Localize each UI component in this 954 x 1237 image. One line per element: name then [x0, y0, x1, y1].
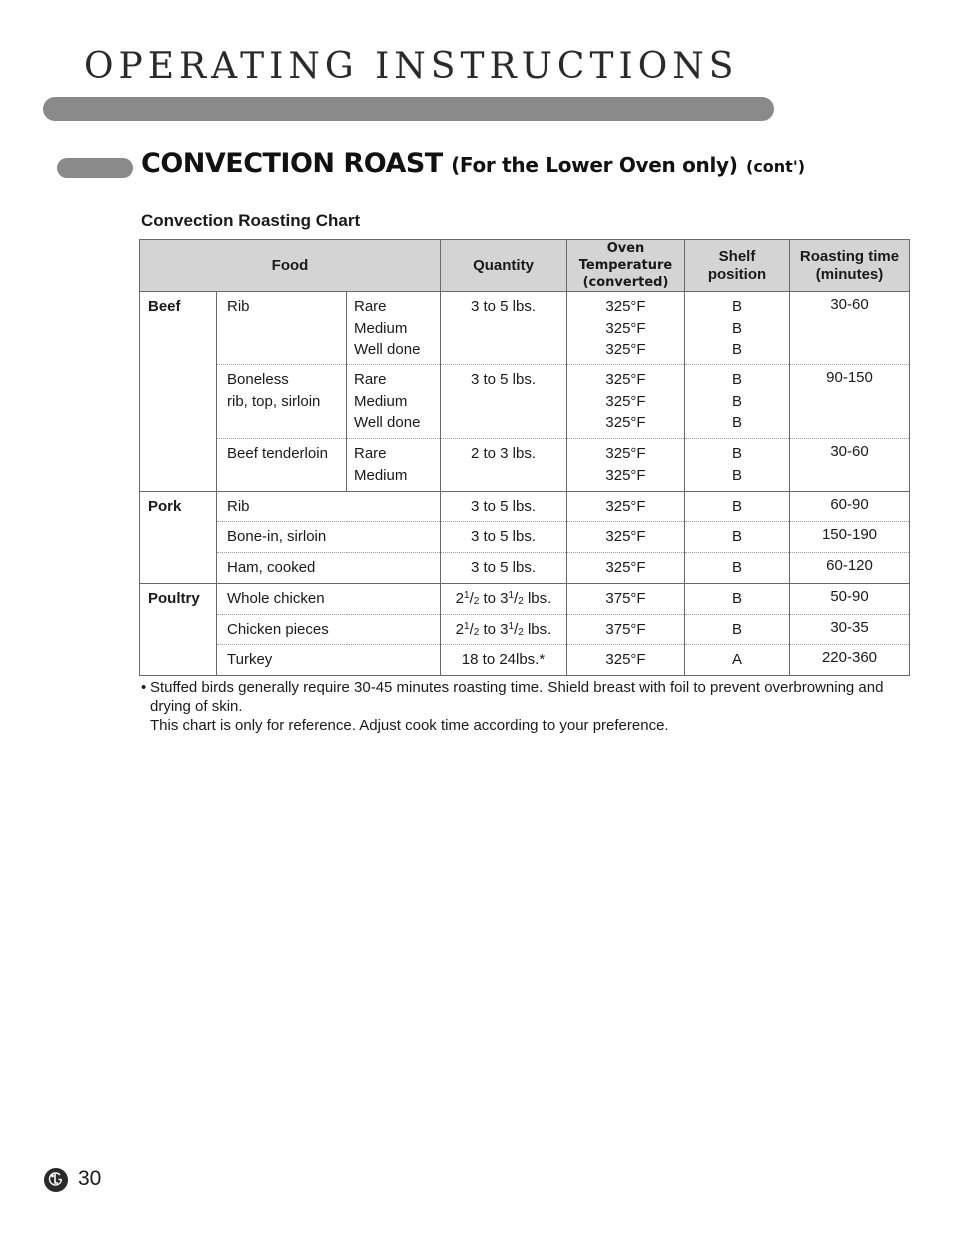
section-title-cont: (cont') — [746, 157, 806, 176]
doneness-cell: Rare Medium — [347, 439, 441, 492]
note-reference: This chart is only for reference. Adjust cook time according to your preference. — [150, 717, 669, 734]
table-row — [140, 292, 910, 365]
quantity-cell: 3 to 5 lbs. — [441, 365, 567, 439]
temperature-cell: 325°F 325°F 325°F — [567, 365, 685, 439]
table-header-row — [140, 240, 910, 292]
roasting-time-cell: 60-120 — [790, 553, 910, 584]
chart-title: Convection Roasting Chart — [141, 211, 361, 230]
table-row — [140, 615, 910, 645]
header-roasting-time: Roasting time (minutes) — [790, 240, 910, 292]
roasting-time-cell: 50-90 — [790, 584, 910, 615]
header-quantity: Quantity — [441, 240, 567, 292]
temperature-cell: 375°F — [567, 584, 685, 615]
table-row — [140, 553, 910, 584]
quantity-cell: 2 to 3 lbs. — [441, 439, 567, 492]
section-title-main: CONVECTION ROAST — [141, 148, 443, 179]
shelf-cell: B — [685, 553, 790, 584]
food-name: Boneless rib, top, sirloin — [217, 365, 347, 439]
food-name: Turkey — [217, 645, 441, 676]
food-name: Ham, cooked — [217, 553, 441, 584]
shelf-cell: B B B — [685, 292, 790, 365]
temperature-cell: 325°F — [567, 553, 685, 584]
temperature-cell: 325°F 325°F — [567, 439, 685, 492]
quantity-cell: $2^1/_2$ to $3^1/_2$ lbs. — [441, 615, 567, 645]
shelf-cell: B B B — [685, 365, 790, 439]
shelf-cell: B — [685, 584, 790, 615]
shelf-cell: A — [685, 645, 790, 676]
header-food: Food — [140, 240, 441, 292]
category-poultry: Poultry — [140, 584, 217, 676]
table-row — [140, 522, 910, 553]
section-title-sub: (For the Lower Oven only) — [451, 153, 738, 177]
shelf-cell: B — [685, 492, 790, 522]
category-pork: Pork — [140, 492, 217, 584]
roasting-time-cell: 30-35 — [790, 615, 910, 645]
header-oven-temperature: Oven Temperature (converted) — [567, 240, 685, 292]
food-name: Chicken pieces — [217, 615, 441, 645]
section-marker-pill — [57, 158, 133, 178]
quantity-cell: 3 to 5 lbs. — [441, 492, 567, 522]
roasting-time-cell: 30-60 — [790, 439, 910, 492]
table-row — [140, 439, 910, 492]
food-name: Bone-in, sirloin — [217, 522, 441, 553]
shelf-cell: B B — [685, 439, 790, 492]
roasting-time-cell: 90-150 — [790, 365, 910, 439]
food-name: Rib — [217, 492, 441, 522]
quantity-cell: 3 to 5 lbs. — [441, 522, 567, 553]
roasting-time-cell: 30-60 — [790, 292, 910, 365]
roasting-time-cell: 60-90 — [790, 492, 910, 522]
bullet-icon: • — [141, 679, 147, 696]
section-heading — [141, 148, 805, 179]
header-shelf-position: Shelf position — [685, 240, 790, 292]
note-stuffed-birds: Stuffed birds generally require 30-45 minutes roasting time. Shield breast with foil to prevent overbrowning and drying of skin. — [150, 679, 884, 715]
chart-notes — [141, 678, 901, 735]
roasting-time-cell: 220-360 — [790, 645, 910, 676]
shelf-cell: B — [685, 522, 790, 553]
doneness-cell: Rare Medium Well done — [347, 365, 441, 439]
food-name: Whole chicken — [217, 584, 441, 615]
quantity-cell: 3 to 5 lbs. — [441, 553, 567, 584]
quantity-cell: 18 to 24lbs.* — [441, 645, 567, 676]
convection-roasting-chart — [139, 239, 910, 676]
lg-logo-icon — [44, 1168, 68, 1192]
table-row — [140, 492, 910, 522]
quantity-cell: $2^1/_2$ to $3^1/_2$ lbs. — [441, 584, 567, 615]
temperature-cell: 325°F — [567, 522, 685, 553]
page-header-title: OPERATING INSTRUCTIONS — [84, 46, 739, 87]
temperature-cell: 325°F — [567, 645, 685, 676]
shelf-cell: B — [685, 615, 790, 645]
food-name: Beef tenderloin — [217, 439, 347, 492]
roasting-time-cell: 150-190 — [790, 522, 910, 553]
category-beef: Beef — [140, 292, 217, 492]
page-number: 30 — [78, 1167, 102, 1190]
temperature-cell: 375°F — [567, 615, 685, 645]
temperature-cell: 325°F — [567, 492, 685, 522]
table-row — [140, 645, 910, 676]
doneness-cell: Rare Medium Well done — [347, 292, 441, 365]
quantity-cell: 3 to 5 lbs. — [441, 292, 567, 365]
table-row — [140, 584, 910, 615]
table-row — [140, 365, 910, 439]
food-name: Rib — [217, 292, 347, 365]
header-divider-bar — [43, 97, 774, 121]
temperature-cell: 325°F 325°F 325°F — [567, 292, 685, 365]
